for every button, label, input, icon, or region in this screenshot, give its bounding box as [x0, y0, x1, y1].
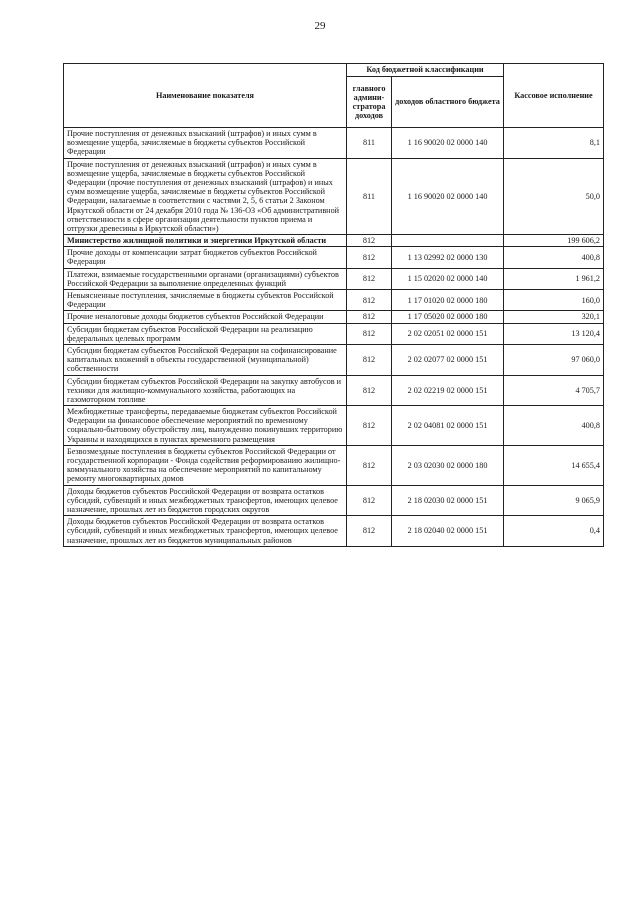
table-row — [64, 158, 604, 235]
row-revenue-code: 2 02 02077 02 0000 151 — [392, 344, 504, 375]
row-name: Доходы бюджетов субъектов Российской Федерации от возврата остатков субсидий, субвенций и иных межбюджетных трансфертов, имеющих целевое назначение, прошлых лет из бюджетов городских округов — [64, 485, 347, 516]
table-row — [64, 290, 604, 311]
row-amount: 1 961,2 — [504, 268, 604, 289]
table-header — [64, 64, 604, 128]
row-name: Субсидии бюджетам субъектов Российской Федерации на закупку автобусов и техники для жилищно-коммунального хозяйства, работающих на газомоторном топливе — [64, 375, 347, 406]
table-row — [64, 128, 604, 159]
row-name: Доходы бюджетов субъектов Российской Федерации от возврата остатков субсидий, субвенций и иных межбюджетных трансфертов, имеющих целевое назначение, прошлых лет из бюджетов муниципальных районов — [64, 516, 347, 547]
revenue-table — [63, 63, 604, 547]
table-row — [64, 485, 604, 516]
row-name: Субсидии бюджетам субъектов Российской Федерации на софинансирование капитальных вложений в объекты государственной (муниципальной) собственности — [64, 344, 347, 375]
table-row — [64, 445, 604, 485]
row-admin-code: 811 — [347, 158, 392, 235]
row-revenue-code — [392, 235, 504, 247]
row-amount: 8,1 — [504, 128, 604, 159]
row-name: Субсидии бюджетам субъектов Российской Федерации на реализацию федеральных целевых программ — [64, 323, 347, 344]
row-admin-code: 812 — [347, 445, 392, 485]
row-admin-code: 812 — [347, 235, 392, 247]
row-admin-code: 812 — [347, 375, 392, 406]
row-admin-code: 812 — [347, 247, 392, 268]
row-amount: 9 065,9 — [504, 485, 604, 516]
row-name: Министерство жилищной политики и энергетики Иркутской области — [64, 235, 347, 247]
row-revenue-code: 2 02 04081 02 0000 151 — [392, 406, 504, 446]
row-amount: 97 060,0 — [504, 344, 604, 375]
row-amount: 199 606,2 — [504, 235, 604, 247]
table-row — [64, 268, 604, 289]
page-number: 29 — [314, 20, 326, 32]
row-amount: 14 655,4 — [504, 445, 604, 485]
row-amount: 320,1 — [504, 311, 604, 323]
row-revenue-code: 2 18 02030 02 0000 151 — [392, 485, 504, 516]
row-admin-code: 812 — [347, 268, 392, 289]
row-name: Безвозмездные поступления в бюджеты субъектов Российской Федерации от государственной корпорации - Фонда содействия реформированию жилищно-коммунального хозяйства на обеспечение мероприятий по капитальному ремонту многоквартирных домов — [64, 445, 347, 485]
table-row — [64, 311, 604, 323]
row-admin-code: 812 — [347, 344, 392, 375]
row-admin-code: 812 — [347, 485, 392, 516]
row-name: Прочие неналоговые доходы бюджетов субъектов Российской Федерации — [64, 311, 347, 323]
row-admin-code: 812 — [347, 311, 392, 323]
row-revenue-code: 2 02 02051 02 0000 151 — [392, 323, 504, 344]
row-amount: 0,4 — [504, 516, 604, 547]
row-revenue-code: 1 17 01020 02 0000 180 — [392, 290, 504, 311]
row-admin-code: 812 — [347, 323, 392, 344]
row-revenue-code: 1 16 90020 02 0000 140 — [392, 128, 504, 159]
row-amount: 400,8 — [504, 406, 604, 446]
row-revenue-code: 1 15 02020 02 0000 140 — [392, 268, 504, 289]
row-amount: 50,0 — [504, 158, 604, 235]
row-admin-code: 812 — [347, 290, 392, 311]
row-name: Невыясненные поступления, зачисляемые в бюджеты субъектов Российской Федерации — [64, 290, 347, 311]
row-amount: 400,8 — [504, 247, 604, 268]
row-admin-code: 812 — [347, 406, 392, 446]
row-revenue-code: 2 18 02040 02 0000 151 — [392, 516, 504, 547]
row-name: Прочие поступления от денежных взысканий (штрафов) и иных сумм в возмещение ущерба, зачисляемые в бюджеты субъектов Российской Федерации — [64, 128, 347, 159]
row-name: Прочие доходы от компенсации затрат бюджетов субъектов Российской Федерации — [64, 247, 347, 268]
row-revenue-code: 1 13 02992 02 0000 130 — [392, 247, 504, 268]
header-indicator: Наименование показателя — [64, 64, 347, 128]
row-amount: 13 120,4 — [504, 323, 604, 344]
row-admin-code: 811 — [347, 128, 392, 159]
header-revenue-code: доходов областного бюджета — [392, 77, 504, 128]
row-amount: 4 705,7 — [504, 375, 604, 406]
row-admin-code: 812 — [347, 516, 392, 547]
row-revenue-code: 2 02 02219 02 0000 151 — [392, 375, 504, 406]
row-revenue-code: 2 03 02030 02 0000 180 — [392, 445, 504, 485]
row-revenue-code: 1 17 05020 02 0000 180 — [392, 311, 504, 323]
row-name: Платежи, взимаемые государственными органами (организациями) субъектов Российской Федерации за выполнение определенных функций — [64, 268, 347, 289]
table-body — [64, 128, 604, 547]
table-row — [64, 516, 604, 547]
row-amount: 160,0 — [504, 290, 604, 311]
header-budget-code-group: Код бюджетной классификации — [347, 64, 504, 77]
header-admin-code: главного админи- стратора доходов — [347, 77, 392, 128]
row-name: Межбюджетные трансферты, передаваемые бюджетам субъектов Российской Федерации на финансовое обеспечение мероприятий по временному социально-бытовому обустройству лиц, вынужденно покинувших территорию Украины и находящихся в пунктах временного размещения — [64, 406, 347, 446]
table-row — [64, 344, 604, 375]
table-row — [64, 323, 604, 344]
table-row — [64, 375, 604, 406]
row-revenue-code: 1 16 90020 02 0000 140 — [392, 158, 504, 235]
row-name: Прочие поступления от денежных взысканий (штрафов) и иных сумм в возмещение ущерба, зачисляемые в бюджеты субъектов Российской Федерации (прочие поступления от денежных взысканий (штрафов) и иных сумм возмещение ущерба, зачисляемые в бюджеты субъектов Российской Федерации, налагаемые в соответствии с частями 2, 5, 6 статьи 2 Законом Иркутской области от 24 декабря 2010 года № 136-ОЗ «Об административной ответственности в сфере организации деятельности пунктов приема и отгрузки древесины в Иркутской области») — [64, 158, 347, 235]
table-row — [64, 247, 604, 268]
header-cash-execution: Кассовое исполнение — [504, 64, 604, 128]
table-row — [64, 235, 604, 247]
table-row — [64, 406, 604, 446]
